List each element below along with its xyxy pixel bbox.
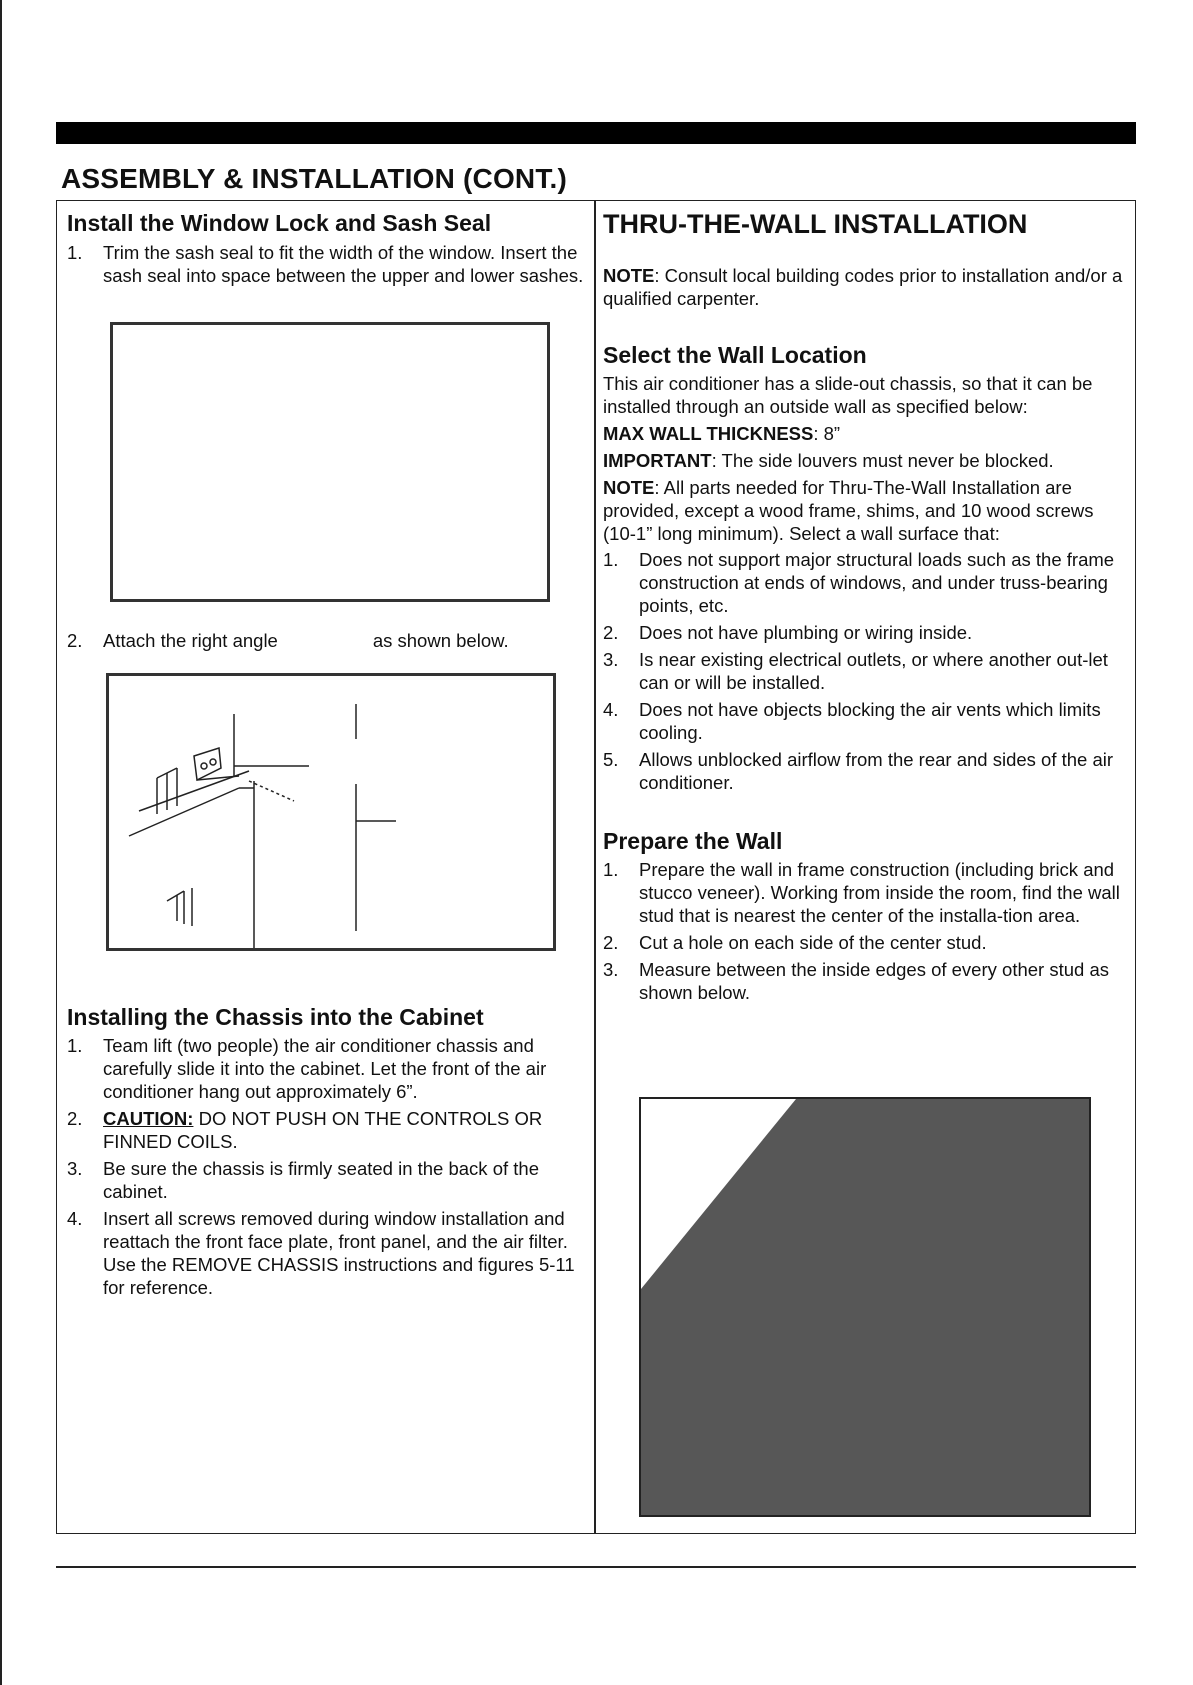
step-number: 4. [603,699,619,720]
important-note [603,449,1128,472]
step-number: 1. [603,549,619,570]
note-text: : Consult local building codes prior to installation and/or a qualified carpenter. [603,265,1123,309]
step-text: Is near existing electrical outlets, or where another out-let can or will be installed. [639,649,1108,693]
step-text: Does not support major structural loads such as the frame construction at ends of windows, and under truss-bearing points, etc. [639,549,1115,616]
note-label: NOTE [603,265,655,286]
step-text: Trim the sash seal to fit the width of the window. Insert the sash seal into space between the upper and lower sashes. [103,242,584,286]
angle-bracket-figure [106,673,556,951]
select-step-2 [603,621,1128,644]
step-number: 2. [67,1108,83,1129]
chassis-step-1 [67,1034,587,1103]
step-text: Team lift (two people) the air conditioner chassis and carefully slide it into the cabinet. Let the front of the air conditioner hang out approximately 6”. [103,1035,547,1102]
thru-wall-note [603,264,1123,310]
step-number: 4. [67,1208,83,1229]
max-wall-thickness [603,422,1128,445]
max-label: MAX WALL THICKNESS [603,423,814,444]
step-text: Cut a hole on each side of the center stud. [639,932,987,953]
header-bar [56,122,1136,144]
window-lock-step-2 [67,629,587,652]
chassis-steps [67,1034,587,1303]
wall-stud-figure [639,1097,1091,1517]
select-step-1 [603,548,1128,617]
window-lock-step-1 [67,241,587,291]
prepare-step-1 [603,858,1128,927]
important-label: IMPORTANT [603,450,712,471]
caution-label: CAUTION: [103,1108,194,1129]
step-number: 3. [603,959,619,980]
step-number: 1. [67,242,83,263]
step-text: Prepare the wall in frame construction (including brick and stucco veneer). Working from inside the room, find the wall stud that is nearest the center of the installa-tion area. [639,859,1120,926]
step-number: 1. [67,1035,83,1056]
step-number: 2. [603,622,619,643]
select-step-5 [603,748,1128,794]
chassis-step-4 [67,1207,587,1299]
page-title: ASSEMBLY & INSTALLATION (CONT.) [61,163,568,194]
step-text-a: Attach the right angle [103,630,278,651]
step-text-b: as shown below. [372,630,509,651]
select-step-3 [603,648,1128,694]
parts-note [603,476,1128,545]
step-text: Insert all screws removed during window installation and reattach the front face plate, front panel, and the air filter. Use the REMOVE CHASSIS instructions and figures 5-11 for reference. [103,1208,575,1298]
select-step-4 [603,698,1128,744]
step-text: Measure between the inside edges of every other stud as shown below. [639,959,1109,1003]
wall-stud-fill [641,1099,1089,1515]
select-wall-heading: Select the Wall Location [603,342,867,368]
step-number: 1. [603,859,619,880]
column-divider [594,200,596,1534]
step-number: 2. [603,932,619,953]
step-number: 5. [603,749,619,770]
chassis-step-3 [67,1157,587,1203]
note-text: : All parts needed for Thru-The-Wall Installation are provided, except a wood frame, shims, and 10 wood screws (10-1” long minimum). Select a wall surface that: [603,477,1094,544]
prepare-step-2 [603,931,1128,954]
sash-seal-figure [110,322,550,602]
step-text: DO NOT PUSH ON THE CONTROLS OR FINNED COILS. [103,1108,543,1152]
step-number: 2. [67,630,83,651]
step-text: Does not have objects blocking the air vents which limits cooling. [639,699,1101,743]
step-text: Does not have plumbing or wiring inside. [639,622,973,643]
step-number: 3. [67,1158,83,1179]
prepare-wall-steps [603,858,1128,1008]
select-wall-body [603,372,1128,798]
max-value: : 8” [813,423,841,444]
window-lock-heading: Install the Window Lock and Sash Seal [67,210,492,236]
chassis-step-2 [67,1107,587,1153]
page-edge [0,0,2,1685]
step-text: Allows unblocked airflow from the rear and sides of the air conditioner. [639,749,1114,793]
chassis-heading: Installing the Chassis into the Cabinet [67,1004,484,1030]
prepare-wall-heading: Prepare the Wall [603,828,783,854]
select-intro: This air conditioner has a slide-out chassis, so that it can be installed through an outside wall as specified below: [603,373,1093,417]
important-text: : The side louvers must never be blocked. [711,450,1054,471]
bracket-line-drawing [109,676,553,948]
thru-wall-heading: THRU-THE-WALL INSTALLATION [603,209,1028,239]
note-label: NOTE [603,477,655,498]
step-text: Be sure the chassis is firmly seated in the back of the cabinet. [103,1158,539,1202]
prepare-step-3 [603,958,1128,1004]
step-number: 3. [603,649,619,670]
footer-rule [56,1566,1136,1568]
